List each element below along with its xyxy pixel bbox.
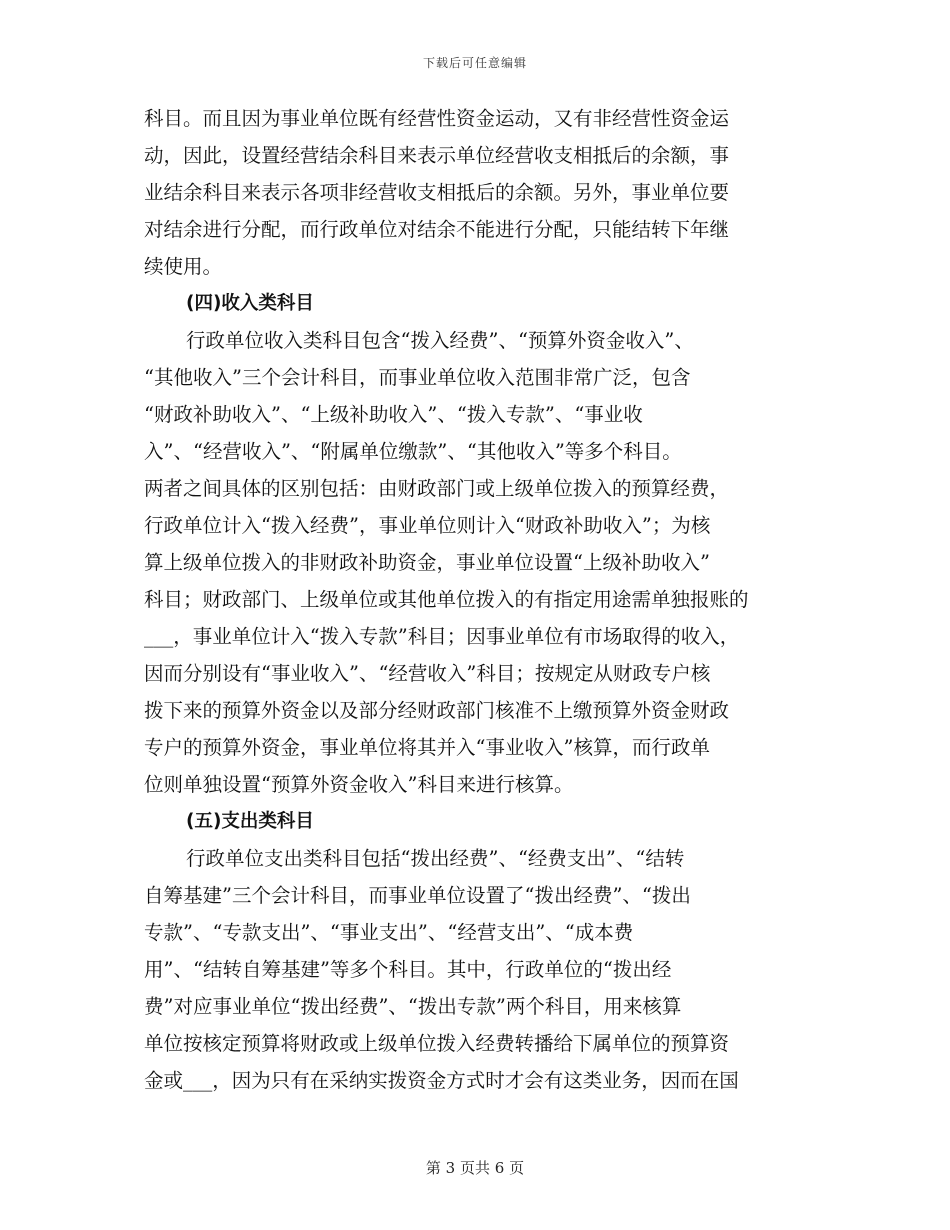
body-line: 因而分别设有“事业收入”、“经营收入”科目；按规定从财政专户核 [144,662,711,685]
body-line: ___，事业单位计入“拨入专款”科目；因事业单位有市场取得的收入， [144,625,740,648]
section-heading: (四)收入类科目 [186,293,314,314]
body-line: 入”、“经营收入”、“附属单位缴款”、“其他收入”等多个科目。 [144,440,682,463]
page-header: 下载后可任意编辑 [422,56,527,70]
body-line: 算上级单位拨入的非财政补助资金，事业单位设置“上级补助收入” [144,551,710,574]
body-line: 两者之间具体的区别包括：由财政部门或上级单位拨入的预算经费， [144,477,730,500]
section-heading: (五)支出类科目 [186,811,314,832]
body-line: 金或___，因为只有在采纳实拨资金方式时才会有这类业务，因而在国 [144,1069,739,1092]
body-line: 行政单位收入类科目包含“拨入经费”、“预算外资金收入”、 [186,329,694,352]
body-line: 科目；财政部门、上级单位或其他单位拨入的有指定用途需单独报账的 [144,588,749,611]
body-line: 单位按核定预算将财政或上级单位拨入经费转播给下属单位的预算资 [144,1032,730,1055]
body-line: 用”、“结转自筹基建”等多个科目。其中，行政单位的“拨出经 [144,958,672,981]
body-line: “其他收入”三个会计科目，而事业单位收入范围非常广泛，包含 [144,366,691,389]
body-line: 位则单独设置“预算外资金收入”科目来进行核算。 [144,773,574,796]
body-line: 专户的预算外资金，事业单位将其并入“事业收入”核算，而行政单 [144,736,710,759]
body-line: 费”对应事业单位“拨出经费”、“拨出专款”两个科目，用来核算 [144,995,682,1018]
body-line: 动，因此，设置经营结余科目来表示单位经营收支相抵后的余额，事 [144,144,730,167]
body-line: 自筹基建”三个会计科目，而事业单位设置了“拨出经费”、“拨出 [144,884,691,907]
document-body [144,100,806,1099]
body-line: 对结余进行分配，而行政单位对结余不能进行分配，只能结转下年继 [144,218,730,241]
body-line: 专款”、“专款支出”、“事业支出”、“经营支出”、“成本费 [144,921,634,944]
body-line: 业结余科目来表示各项非经营收支相抵后的余额。另外，事业单位要 [144,181,730,204]
body-line: 行政单位支出类科目包括“拨出经费”、“经费支出”、“结转 [186,847,685,870]
body-line: 科目。而且因为事业单位既有经营性资金运动，又有非经营性资金运 [144,107,730,130]
body-line: “财政补助收入”、“上级补助收入”、“拨入专款”、“事业收 [144,403,643,426]
body-line: 行政单位计入“拨入经费”，事业单位则计入“财政补助收入”；为核 [144,514,711,537]
page-number: 第 3 页共 6 页 [425,1159,525,1177]
body-line: 拨下来的预算外资金以及部分经财政部门核准不上缴预算外资金财政 [144,699,730,722]
body-line: 续使用。 [144,255,223,278]
